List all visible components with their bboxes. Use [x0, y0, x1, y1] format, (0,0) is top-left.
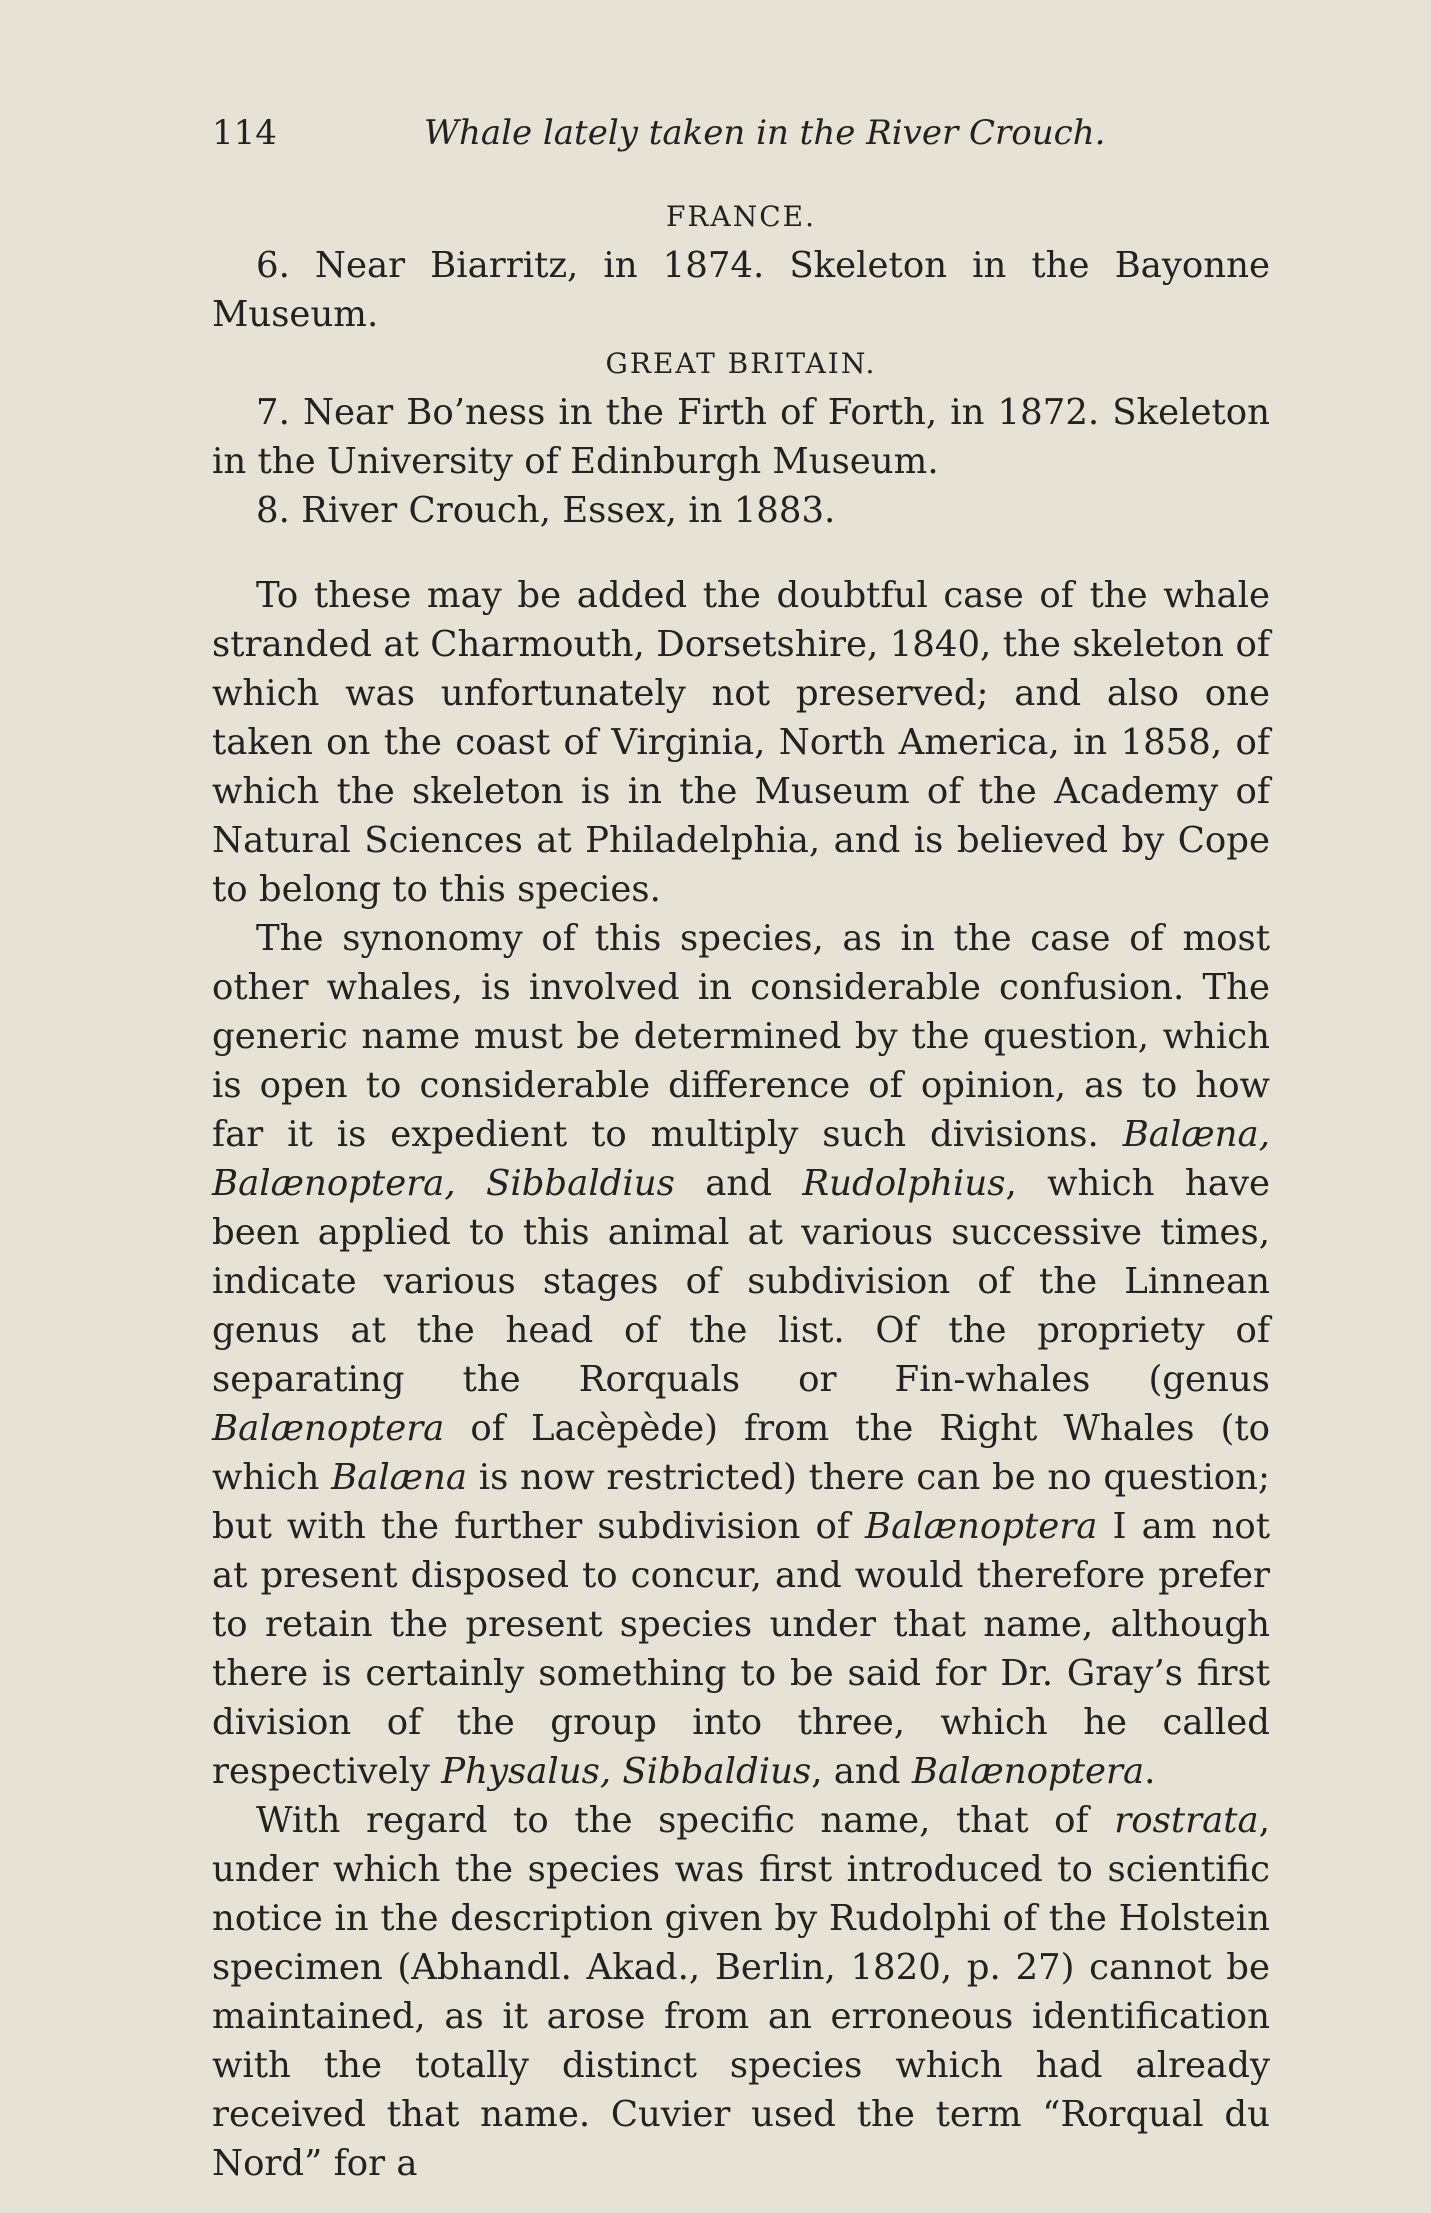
- running-title: Whale lately taken in the River Crouch.: [424, 113, 1106, 153]
- text-span: and: [674, 1163, 803, 1204]
- italic-genus-names: Physalus, Sibbaldius: [441, 1751, 812, 1792]
- list-item-6: 6. Near Biarritz, in 1874. Skeleton in the Bayonne Museum.: [212, 245, 1270, 335]
- text-span: , which have been applied to this animal at various successive times, indicate various stages of subdivision of the Linnean genus at the head of the list. Of the propriety of separating the Rorquals or Fin-whales (genus: [212, 1163, 1271, 1400]
- text-span: of Lacèpède) from the Right Whales (to which: [212, 1408, 1270, 1498]
- text-span: .: [1144, 1751, 1156, 1792]
- italic-genus-name: Balæna: [331, 1457, 468, 1498]
- body-text: [212, 192, 1270, 2188]
- text-span: is now restricted) there can be no question; but with the further subdivision of: [212, 1457, 1271, 1547]
- italic-genus-name: Rudolphius: [802, 1163, 1006, 1204]
- italic-species-name: rostrata: [1114, 1800, 1259, 1841]
- italic-genus-name: Balænoptera: [212, 1408, 445, 1449]
- list-item-7: 7. Near Bo’ness in the Firth of Forth, in 1872. Skeleton in the University of Edinburgh Museum.: [212, 392, 1270, 482]
- list-item-8: 8. River Crouch, Essex, in 1883.: [256, 490, 836, 531]
- italic-genus-names: Balæna, Balænoptera, Sibbaldius: [212, 1114, 1270, 1204]
- page-number: 114: [212, 113, 277, 153]
- section-heading-france: FRANCE.: [666, 200, 816, 233]
- page-header: [212, 108, 1270, 158]
- section-heading-great-britain: GREAT BRITAIN.: [605, 347, 877, 380]
- text-span: I am not at present disposed to concur, and would therefore prefer to retain the present species under that name, although there is certainly something to be said for Dr. Gray’s first division of the group into three, which he called respectively: [212, 1506, 1270, 1792]
- paragraph-specific-name: [212, 1796, 1270, 2188]
- text-span: With regard to the specific name, that of: [256, 1800, 1115, 1841]
- italic-genus-name: Balænoptera: [865, 1506, 1098, 1547]
- text-span: , under which the species was first introduced to scientific notice in the description given by Rudolphi of the Holstein specimen (Abhandl. Akad., Berlin, 1820, p. 27) cannot be maintained, as it arose from an erroneous identification with the totally distinct species which had already received that name. Cuvier used the term “Rorqual du Nord” for a: [212, 1800, 1270, 2184]
- paragraph-spacer: [212, 535, 1270, 571]
- italic-genus-name: Balænoptera: [911, 1751, 1145, 1792]
- text-span: The synonomy of this species, as in the case of most other whales, is involved in considerable confusion. The generic name must be determined by the question, which is open to considerable difference of opinion, as to how far it is expedient to multiply such divisions.: [212, 918, 1270, 1155]
- paragraph-doubtful-cases: To these may be added the doubtful case of the whale stranded at Charmouth, Dorsetshire, 1840, the skeleton of which was unfortunately not preserved; and also one taken on the coast of Virginia, North America, in 1858, of which the skeleton is in the Museum of the Academy of Natural Sciences at Philadelphia, and is believed by Cope to belong to this species.: [212, 575, 1270, 910]
- text-span: , and: [811, 1751, 912, 1792]
- paragraph-synonomy: [212, 914, 1270, 1796]
